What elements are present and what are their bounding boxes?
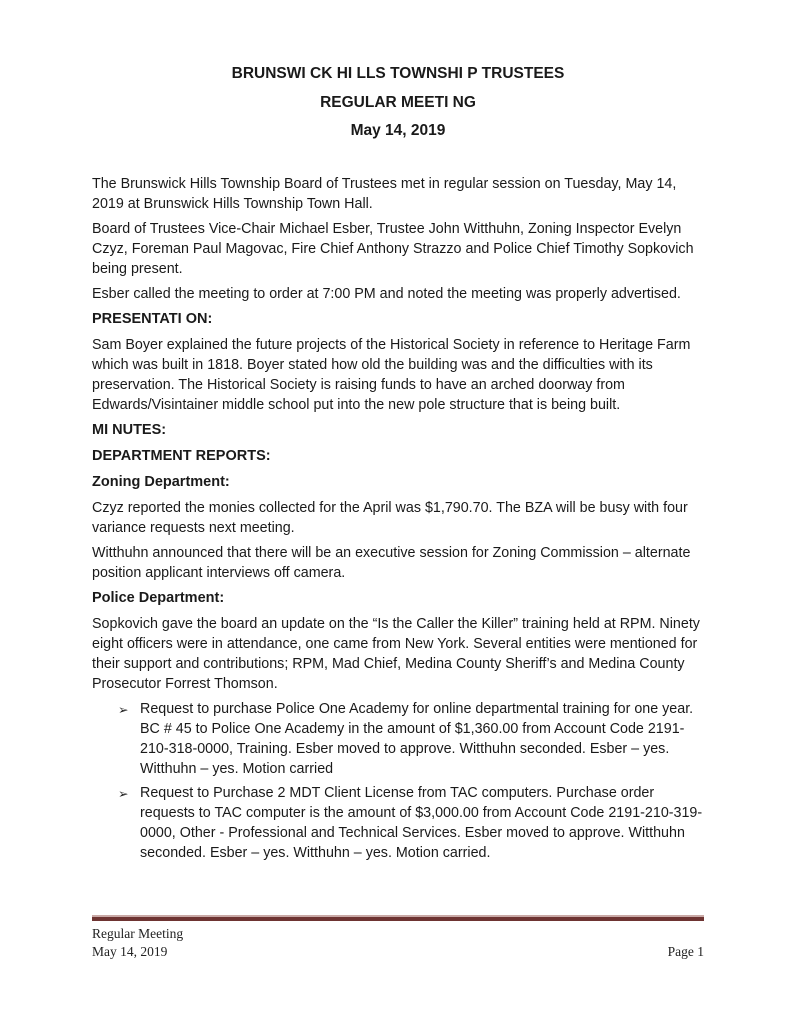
- footer-date: May 14, 2019: [92, 943, 168, 959]
- document-body: [92, 174, 704, 863]
- arrowhead-bullet-icon: ➢: [118, 787, 129, 801]
- doc-title-meeting-type: REGULAR MEETI NG: [320, 93, 476, 111]
- paragraph-presentation: Sam Boyer explained the future projects of the Historical Society in reference to Heritage Farm which was built in 1818. Boyer stated how old the building was and the difficulties with its preservation. The Historical Society is raising funds to have an arched doorway from Edwards/Visintainer middle school put into the new pole structure that is being built.: [92, 337, 695, 413]
- police-request-list: [92, 699, 704, 863]
- footer-text-row: [92, 925, 704, 960]
- list-item: [92, 699, 704, 779]
- page-footer: [92, 915, 704, 960]
- heading-presentation: PRESENTATI ON:: [92, 311, 213, 327]
- paragraph-police-update: Sopkovich gave the board an update on the “Is the Caller the Killer” training held at RPM. Ninety eight officers were in attendance, one came from New York. Several entities were mentioned for their support and contributions; RPM, Mad Chief, Medina County Sheriff’s and Medina County Prosecutor Forrest Thomson.: [92, 616, 704, 692]
- footer-left: [92, 925, 183, 960]
- footer-doc-type: Regular Meeting: [92, 926, 184, 941]
- doc-title-date: May 14, 2019: [350, 122, 446, 139]
- paragraph-zoning-monies: Czyz reported the monies collected for the April was $1,790.70. The BZA will be busy with four variance requests next meeting.: [92, 500, 692, 536]
- heading-department-reports: DEPARTMENT REPORTS:: [92, 448, 271, 464]
- heading-zoning-department: Zoning Department:: [92, 474, 230, 490]
- footer-page-number: Page 1: [667, 943, 704, 959]
- arrowhead-bullet-icon: ➢: [118, 703, 129, 717]
- paragraph-intro: The Brunswick Hills Township Board of Trustees met in regular session on Tuesday, May 14, 2019 at Brunswick Hills Township Town Hall.: [92, 176, 681, 212]
- heading-minutes: MI NUTES:: [92, 422, 167, 438]
- list-item: [92, 783, 704, 863]
- bullet-mdt-client-license: Request to Purchase 2 MDT Client License from TAC computers. Purchase order requests to TAC computer is the amount of $3,000.00 from Account Code 2191-210-319-0000, Other - Professional and Technical Services. Esber moved to approve. Witthuhn seconded. Esber – yes. Witthuhn – yes. Motion carried.: [140, 785, 703, 861]
- paragraph-call-to-order: Esber called the meeting to order at 7:00 PM and noted the meeting was properly advertised.: [92, 286, 681, 302]
- doc-title-org: BRUNSWI CK HI LLS TOWNSHI P TRUSTEES: [231, 65, 565, 82]
- document-content: [92, 64, 704, 867]
- footer-divider-rule: [92, 915, 704, 921]
- bullet-police-one-academy: Request to purchase Police One Academy for online departmental training for one year. BC # 45 to Police One Academy in the amount of $1,360.00 from Account Code 2191-210-318-0000, Training. Esber moved to approve. Witthuhn seconded. Esber – yes. Witthuhn – yes. Motion carried: [140, 701, 702, 777]
- document-header: [92, 64, 704, 141]
- paragraph-zoning-executive-session: Witthuhn announced that there will be an executive session for Zoning Commission – alternate position applicant interviews off camera.: [92, 545, 695, 581]
- paragraph-attendance: Board of Trustees Vice-Chair Michael Esber, Trustee John Witthuhn, Zoning Inspector Evelyn Czyz, Foreman Paul Magovac, Fire Chief Anthony Strazzo and Police Chief Timothy Sopkovich being present.: [92, 221, 698, 277]
- heading-police-department: Police Department:: [92, 590, 225, 606]
